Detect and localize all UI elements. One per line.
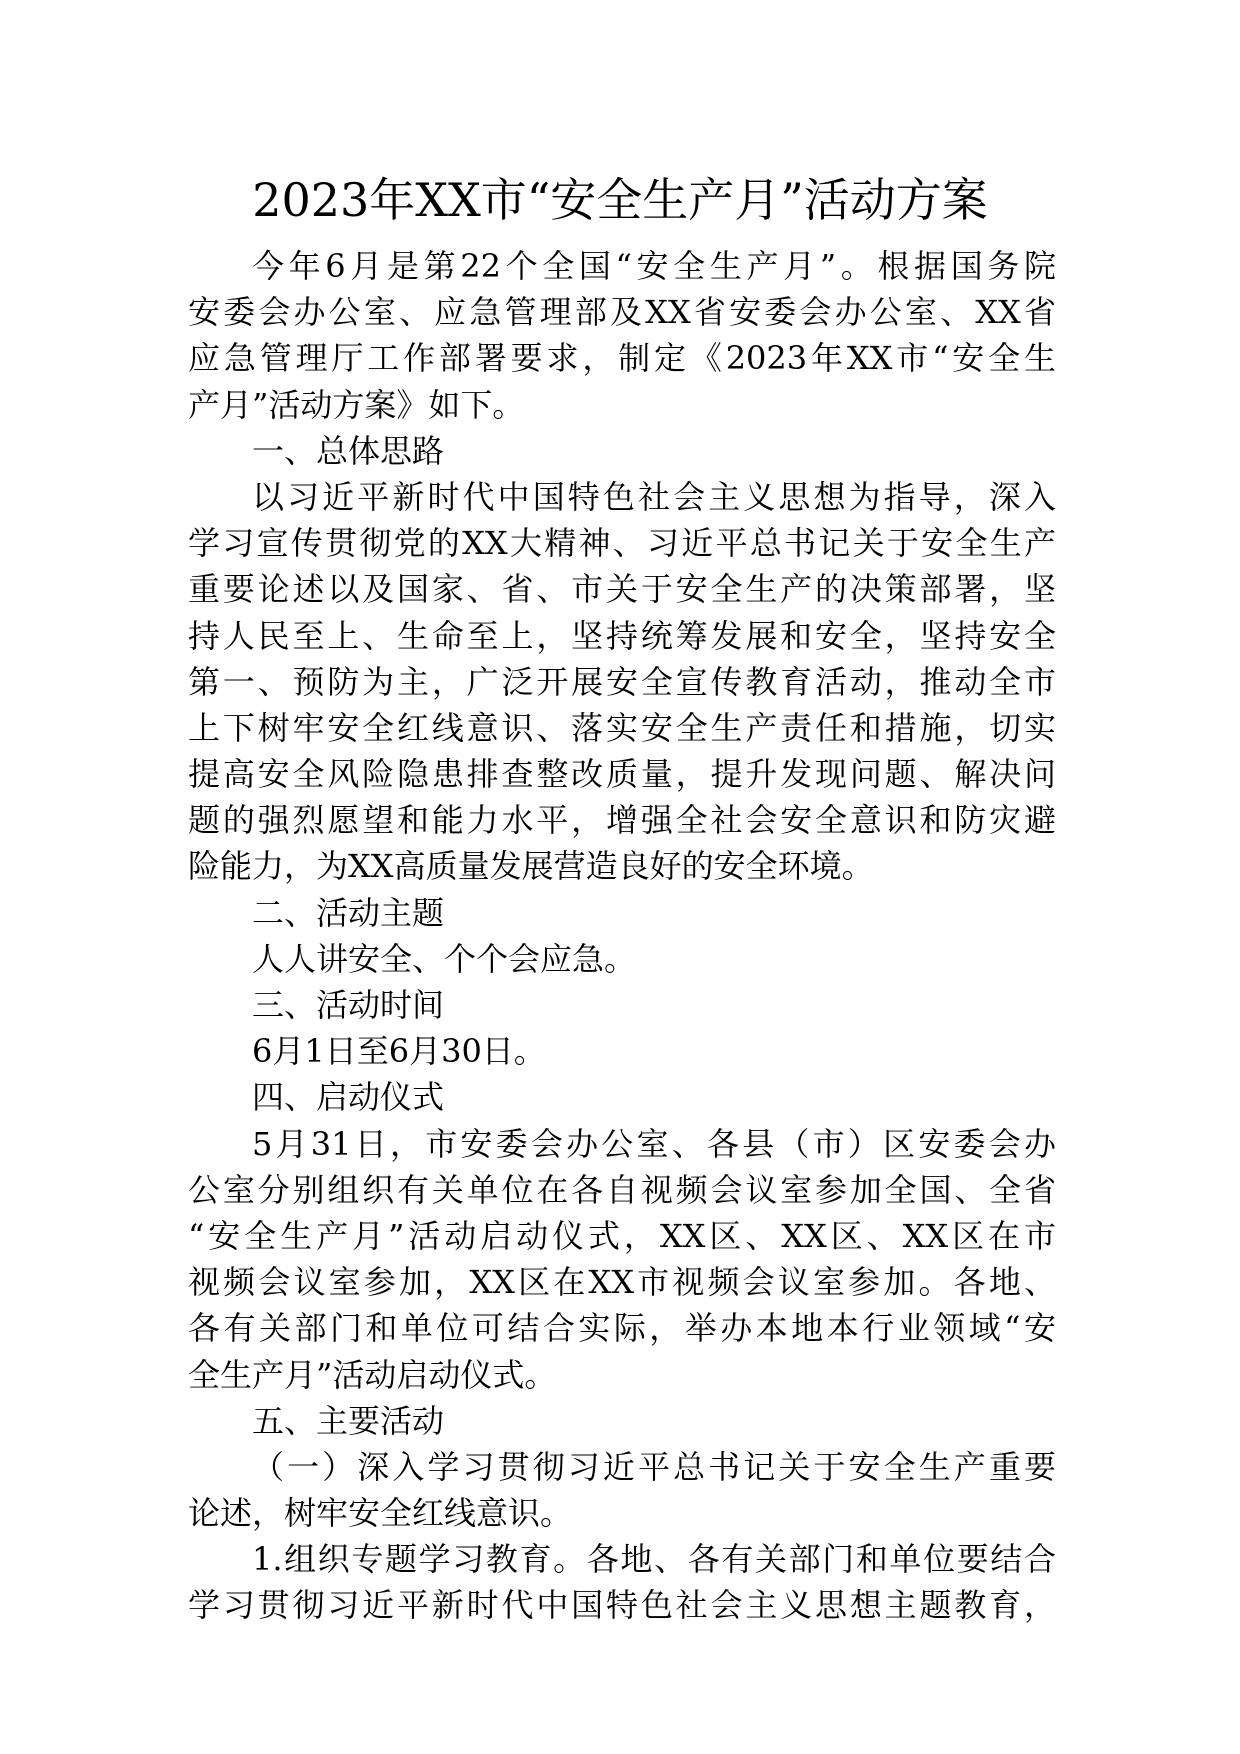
body-line: （一）深入学习贯彻习近平总书记关于安全生产重要 bbox=[252, 1447, 1056, 1486]
body-line: 重要论述以及国家、省、市关于安全生产的决策部署，坚 bbox=[188, 570, 1056, 609]
body-line: 题的强烈愿望和能力水平，增强全社会安全意识和防灾避 bbox=[188, 801, 1056, 840]
body-line: “安全生产月”活动启动仪式，XX区、XX区、XX区在市 bbox=[188, 1216, 1056, 1255]
body-line: 以习近平新时代中国特色社会主义思想为指导，深入 bbox=[252, 477, 1056, 516]
body-line: 险能力，为XX高质量发展营造良好的安全环境。 bbox=[188, 847, 874, 886]
body-line: 一、总体思路 bbox=[252, 431, 445, 470]
document-title: 2023年XX市“安全生产月”活动方案 bbox=[252, 173, 988, 227]
body-line: 5月31日，市安委会办公室、各县（市）区安委会办 bbox=[252, 1124, 1056, 1163]
body-line: 第一、预防为主，广泛开展安全宣传教育活动，推动全市 bbox=[188, 662, 1056, 701]
body-line: 产月”活动方案》如下。 bbox=[188, 385, 525, 424]
body-line: 应急管理厅工作部署要求，制定《2023年XX市“安全生 bbox=[188, 339, 1056, 378]
body-line: 人人讲安全、个个会应急。 bbox=[252, 939, 637, 978]
body-line: 全生产月”活动启动仪式。 bbox=[188, 1355, 557, 1394]
document-body bbox=[188, 243, 1056, 1629]
body-line: 上下树牢安全红线意识、落实安全生产责任和措施，切实 bbox=[188, 708, 1056, 747]
body-line: 今年6月是第22个全国“安全生产月”。根据国务院 bbox=[252, 247, 1056, 285]
body-line: 学习贯彻习近平新时代中国特色社会主义思想主题教育， bbox=[188, 1586, 1056, 1625]
body-line: 三、活动时间 bbox=[252, 986, 445, 1024]
body-line: 视频会议室参加，XX区在XX市视频会议室参加。各地、 bbox=[188, 1263, 1056, 1302]
body-line: 四、启动仪式 bbox=[252, 1078, 445, 1117]
body-line: 1.组织专题学习教育。各地、各有关部门和单位要结合 bbox=[252, 1540, 1056, 1579]
body-line: 持人民至上、生命至上，坚持统筹发展和安全，坚持安全 bbox=[188, 616, 1056, 655]
body-line: 提高安全风险隐患排查整改质量，提升发现问题、解决问 bbox=[188, 755, 1056, 794]
body-line: 二、活动主题 bbox=[252, 893, 445, 932]
body-line: 6月1日至6月30日。 bbox=[252, 1032, 546, 1071]
body-line: 安委会办公室、应急管理部及XX省安委会办公室、XX省 bbox=[188, 293, 1056, 332]
body-line: 学习宣传贯彻党的XX大精神、习近平总书记关于安全生产 bbox=[188, 524, 1056, 563]
body-line: 五、主要活动 bbox=[252, 1401, 445, 1440]
body-line: 公室分别组织有关单位在各自视频会议室参加全国、全省 bbox=[188, 1170, 1056, 1209]
body-line: 各有关部门和单位可结合实际，举办本地本行业领域“安 bbox=[188, 1309, 1056, 1348]
body-line: 论述，树牢安全红线意识。 bbox=[188, 1494, 573, 1533]
